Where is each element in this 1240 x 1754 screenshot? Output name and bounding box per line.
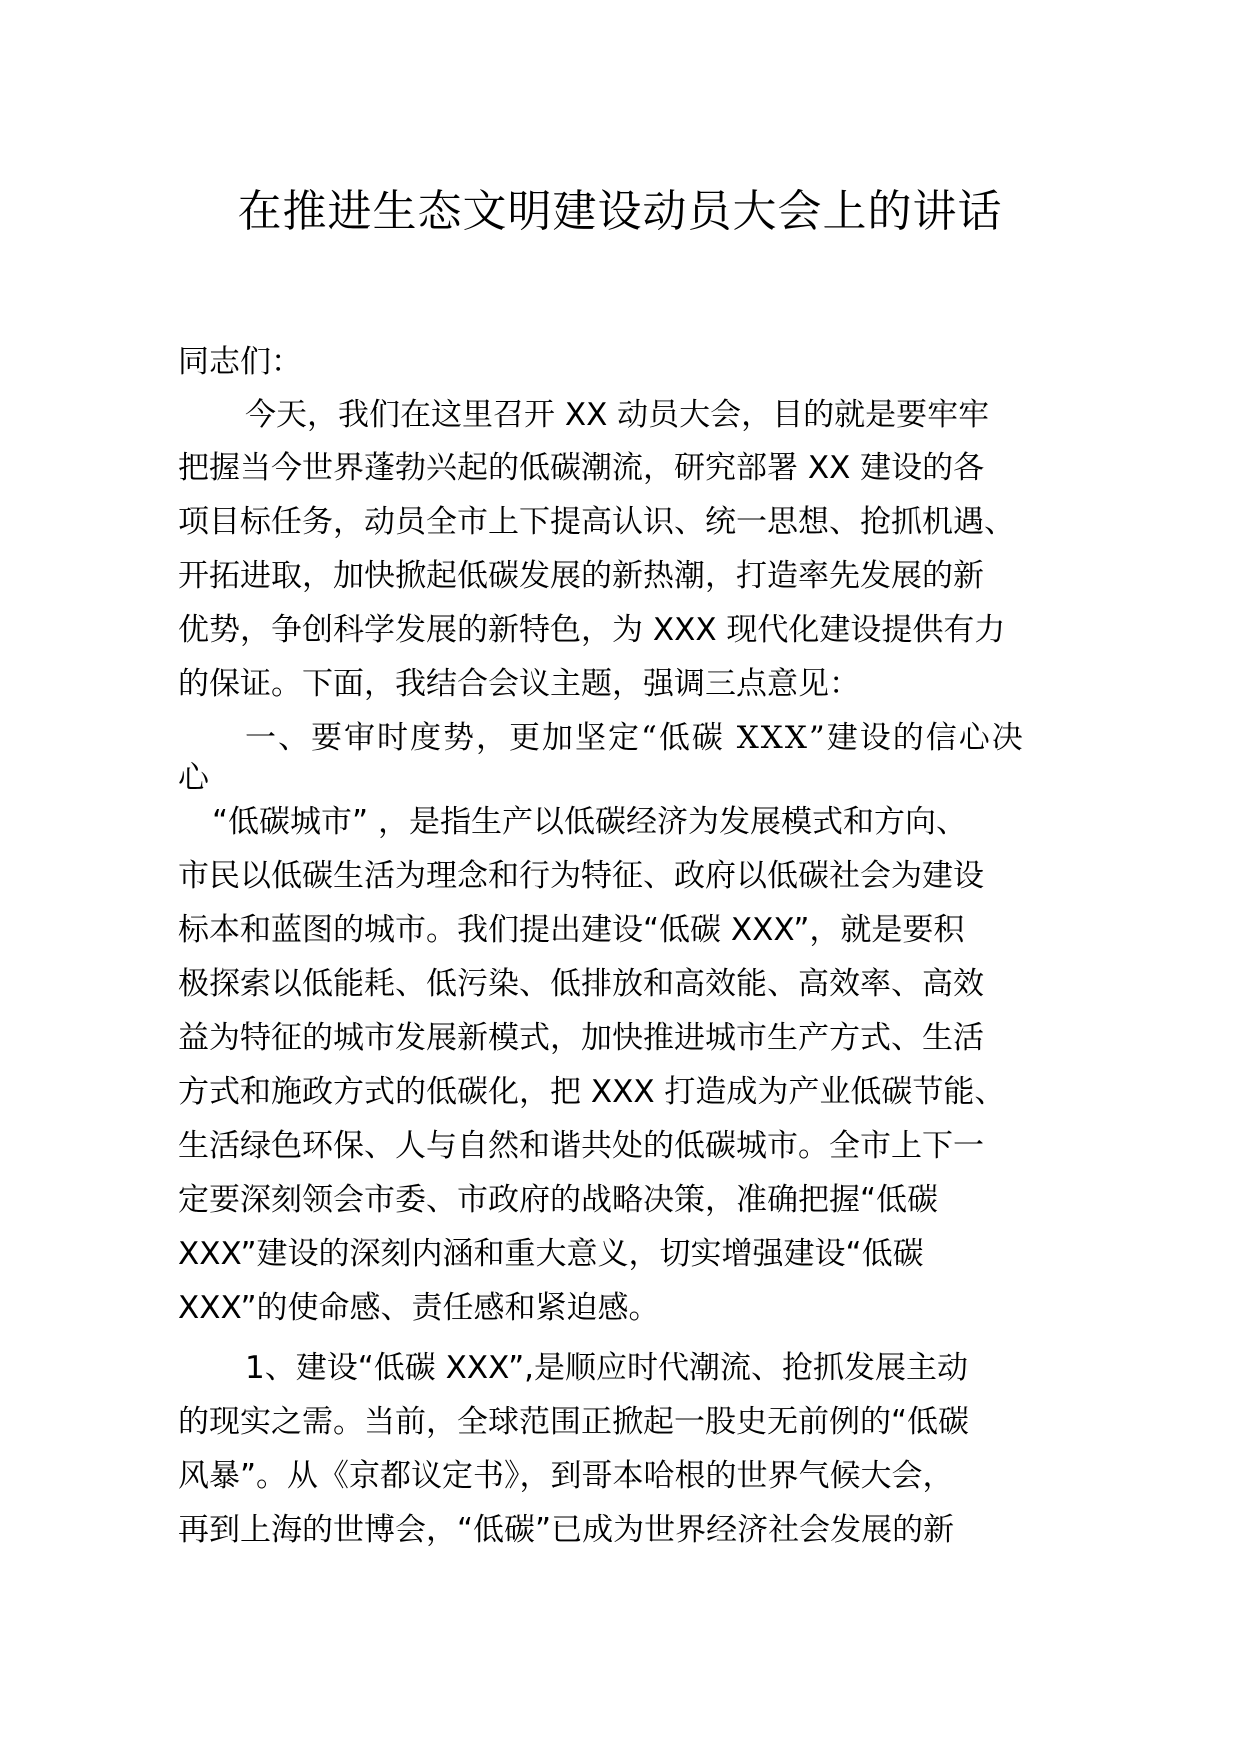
paragraph-line: 风暴”。从《京都议定书》，到哥本哈根的世界气候大会， bbox=[178, 1458, 954, 1494]
paragraph-line: 生活绿色环保、人与自然和谐共处的低碳城市。全市上下一 bbox=[178, 1128, 984, 1164]
paragraph-line: XXX”的使命感、责任感和紧迫感。 bbox=[178, 1290, 660, 1326]
paragraph-line: 项目标任务，动员全市上下提高认识、统一思想、抢抓机遇、 bbox=[178, 504, 1015, 540]
paragraph-line: 极探索以低能耗、低污染、低排放和高效能、高效率、高效 bbox=[178, 966, 984, 1002]
paragraph-line: “低碳城市” ，是指生产以低碳经济为发展模式和方向、 bbox=[212, 804, 967, 840]
paragraph-line: 优势，争创科学发展的新特色，为 XXX 现代化建设提供有力 bbox=[178, 612, 1006, 648]
paragraph-line: 1、建设“低碳 XXX”,是顺应时代潮流、抢抓发展主动 bbox=[245, 1350, 969, 1386]
paragraph-line: 再到上海的世博会，“低碳”已成为世界经济社会发展的新 bbox=[178, 1512, 955, 1548]
section-heading: 一、要审时度势，更加坚定“低碳 XXX”建设的信心决 bbox=[245, 720, 1025, 756]
paragraph-line: 市民以低碳生活为理念和行为特征、政府以低碳社会为建设 bbox=[178, 858, 984, 894]
paragraph-line: 把握当今世界蓬勃兴起的低碳潮流，研究部署 XX 建设的各 bbox=[178, 450, 985, 486]
paragraph-line: 定要深刻领会市委、市政府的战略决策，准确把握“低碳 bbox=[178, 1182, 939, 1218]
paragraph-line: 今天，我们在这里召开 XX 动员大会，目的就是要牢牢 bbox=[245, 397, 990, 433]
paragraph-line: 的保证。下面，我结合会议主题，强调三点意见： bbox=[178, 666, 860, 702]
section-heading: 心 bbox=[178, 760, 211, 796]
paragraph-line: XXX”建设的深刻内涵和重大意义，切实增强建设“低碳 bbox=[178, 1236, 924, 1272]
paragraph-line: 的现实之需。当前，全球范围正掀起一股史无前例的“低碳 bbox=[178, 1404, 970, 1440]
paragraph-line: 益为特征的城市发展新模式，加快推进城市生产方式、生活 bbox=[178, 1020, 984, 1056]
paragraph-line: 开拓进取，加快掀起低碳发展的新热潮，打造率先发展的新 bbox=[178, 558, 984, 594]
salutation: 同志们： bbox=[178, 344, 302, 380]
paragraph-line: 方式和施政方式的低碳化，把 XXX 打造成为产业低碳节能、 bbox=[178, 1074, 1006, 1110]
paragraph-line: 标本和蓝图的城市。我们提出建设“低碳 XXX”，就是要积 bbox=[178, 912, 965, 948]
document-title: 在推进生态文明建设动员大会上的讲话 bbox=[237, 186, 1003, 237]
